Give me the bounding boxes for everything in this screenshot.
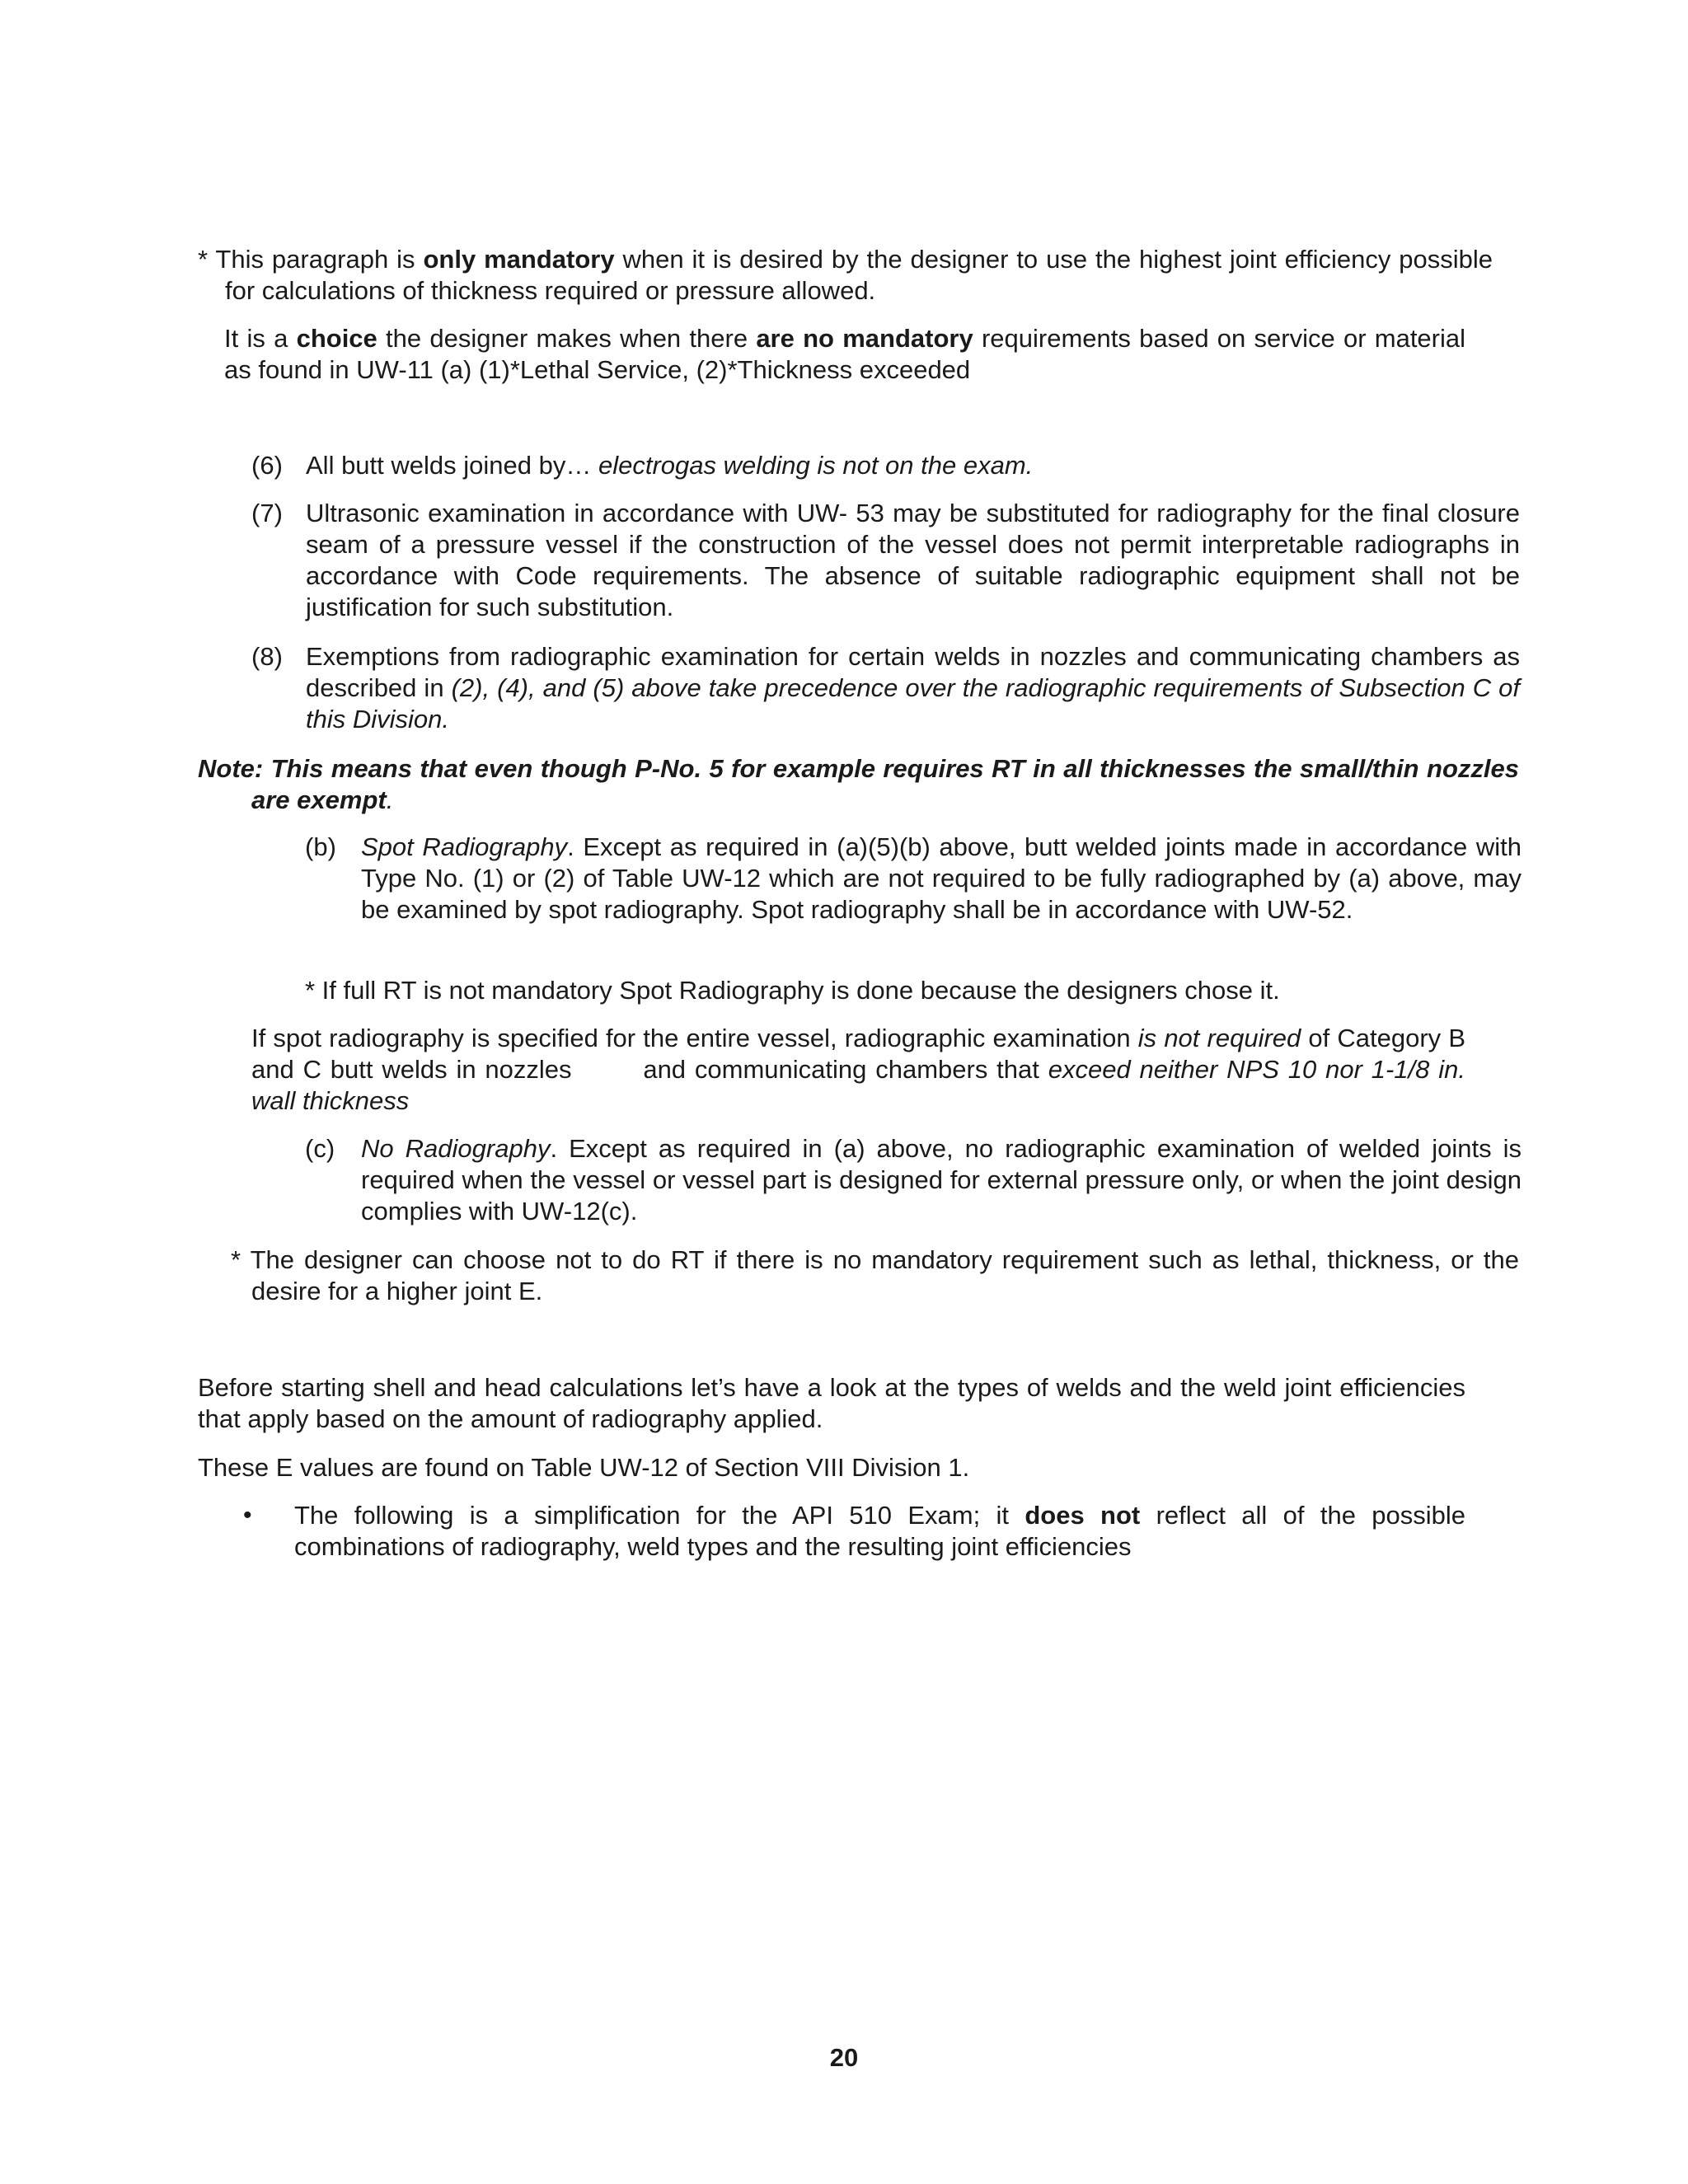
item-number: (8) xyxy=(251,642,283,671)
bullet-item: The following is a simplification for the API 510 Exam; it does not reflect all of the possible combinations of radiography, weld types and the resulting joint efficiencies xyxy=(294,1501,1465,1561)
list-item-b: (b) Spot Radiography. Except as required in (a)(5)(b) above, butt welded joints made in accordance with Type No. (1) or (2) of Table UW-12 which are not required to be fully radiographed by (a) above, may be examined by spot radiography. Spot radiography shall be in accordance with UW-52. xyxy=(305,832,1522,924)
e-values-paragraph: These E values are found on Table UW-12 of Section VIII Division 1. xyxy=(198,1453,970,1482)
bullet-icon: • xyxy=(243,1502,252,1529)
list-item-7: (7) Ultrasonic examination in accordance with UW- 53 may be substituted for radiography for the final closure seam of a pressure vessel if the construction of the vessel does not permit interpretable radiographs in accordance with Code requirements. The absence of suitable radiographic equipment shall not be justification for such substitution. xyxy=(251,499,1520,621)
page-number: 20 xyxy=(829,2043,859,2072)
list-item-c: (c) No Radiography. Except as required in (a) above, no radiographic examination of welded joints is required when the vessel or vessel part is designed for external pressure only, or when the joint design complies with UW-12(c). xyxy=(305,1134,1522,1226)
mandatory-note: * This paragraph is only mandatory when it is desired by the designer to use the highest joint efficiency possible for calculations of thickness required or pressure allowed. xyxy=(198,245,1493,305)
spot-radiography-paragraph: If spot radiography is specified for the entire vessel, radiographic examination is not required of Category B and C butt welds in nozzles and communicating chambers that exceed neither NPS 10 nor 1-1/8 in. wall thickness xyxy=(251,1024,1465,1115)
item-letter: (b) xyxy=(305,832,336,861)
spot-rt-note: * If full RT is not mandatory Spot Radiography is done because the designers chose it. xyxy=(305,976,1280,1005)
list-item-6: (6) All butt welds joined by… electrogas welding is not on the exam. xyxy=(251,451,1034,480)
choice-paragraph: It is a choice the designer makes when there are no mandatory requirements based on service or material as found in UW-11 (a) (1)*Lethal Service, (2)*Thickness exceeded xyxy=(224,324,1466,384)
no-rt-note: * The designer can choose not to do RT if there is no mandatory requirement such as lethal, thickness, or the desire for a higher joint E. xyxy=(231,1245,1519,1305)
item-number: (6) xyxy=(251,451,283,480)
item-letter: (c) xyxy=(305,1134,335,1163)
before-calculations-paragraph: Before starting shell and head calculations let’s have a look at the types of welds and the weld joint efficiencies that apply based on the amount of radiography applied. xyxy=(198,1373,1465,1433)
exam-note: Note: This means that even though P-No. 5 for example requires RT in all thicknesses the small/thin nozzles are exempt. xyxy=(198,754,1519,814)
item-number: (7) xyxy=(251,499,283,527)
list-item-8: (8) Exemptions from radiographic examination for certain welds in nozzles and communicating chambers as described in (2), (4), and (5) above take precedence over the radiographic requirements of Subsection C of this Division. xyxy=(251,642,1520,733)
